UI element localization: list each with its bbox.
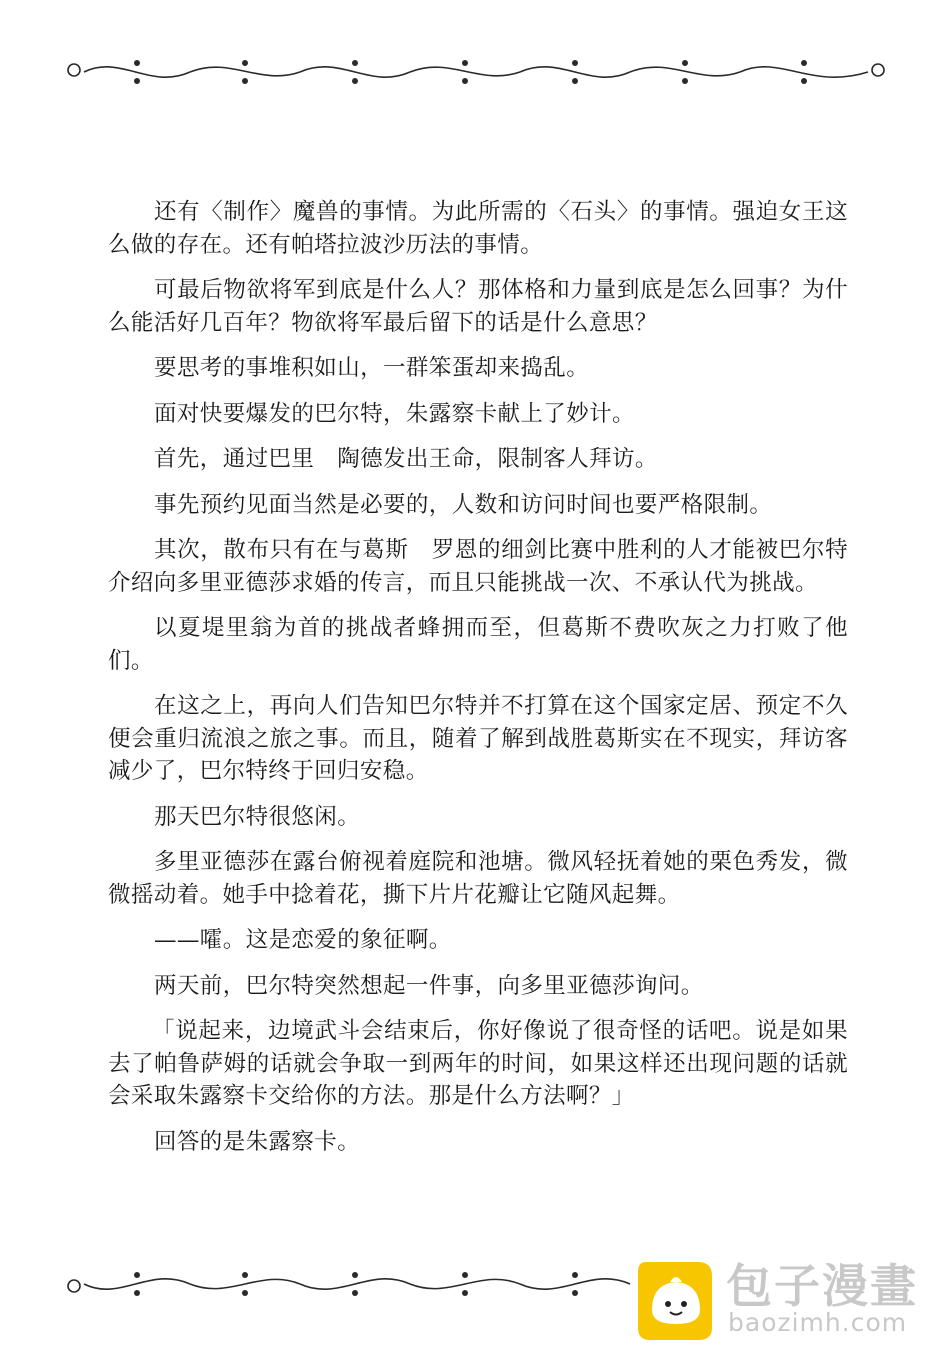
paragraph: 两天前，巴尔特突然想起一件事，向多里亚德莎询问。 [154, 972, 704, 999]
paragraph: ——嚯。这是恋爱的象征啊。 [154, 927, 452, 953]
watermark-title: 包子漫畫 [726, 1259, 918, 1313]
paragraph: 那天巴尔特很悠闲。 [154, 803, 361, 830]
paragraph: 其次，散布只有在与葛斯 罗恩的细剑比赛中胜利的人才能被巴尔特介绍向多里亚德莎求婚的传言，而且只能挑战一次、不承认代为挑战。 [108, 537, 848, 596]
top-ornament-border [60, 50, 892, 98]
paragraph: 在这之上，再向人们告知巴尔特并不打算在这个国家定居、预定不久便会重归流浪之旅之事。而且，随着了解到战胜葛斯实在不现实，拜访客减少了，巴尔特终于回归安稳。 [108, 693, 848, 784]
paragraph: 要思考的事堆积如山，一群笨蛋却来捣乱。 [154, 355, 590, 381]
paragraph: 首先，通过巴里 陶德发出王命，限制客人拜访。 [154, 446, 658, 472]
paragraph: 可最后物欲将军到底是什么人？那体格和力量到底是怎么回事？为什么能活好几百年？物欲将军最后留下的话是什么意思？ [108, 277, 848, 336]
watermark-url: baozimh.com [728, 1308, 908, 1337]
paragraph: 回答的是朱露察卡。 [154, 1128, 361, 1155]
paragraph: 还有〈制作〉魔兽的事情。为此所需的〈石头〉的事情。强迫女王这么做的存在。还有帕塔拉波沙历法的事情。 [108, 199, 848, 258]
paragraph: 事先预约见面当然是必要的，人数和访问时间也要严格限制。 [154, 491, 773, 518]
dialogue-paragraph: 「说起来，边境武斗会结束后，你好像说了很奇怪的话吧。说是如果去了帕鲁萨姆的话就会争取一到两年的时间，如果这样还出现问题的话就会采取朱露察卡交给你的方法。那是什么方法啊？」 [108, 1018, 848, 1109]
watermark [636, 1248, 936, 1348]
paragraph: 多里亚德莎在露台俯视着庭院和池塘。微风轻抚着她的栗色秀发，微微摇动着。她手中捻着花，撕下片片花瓣让它随风起舞。 [108, 849, 848, 908]
paragraph: 面对快要爆发的巴尔特，朱露察卡献上了妙计。 [154, 400, 635, 427]
bun-mascot-icon [636, 1252, 716, 1342]
body-text [108, 196, 848, 1171]
paragraph: 以夏堤里翁为首的挑战者蜂拥而至，但葛斯不费吹灰之力打败了他们。 [108, 615, 848, 674]
